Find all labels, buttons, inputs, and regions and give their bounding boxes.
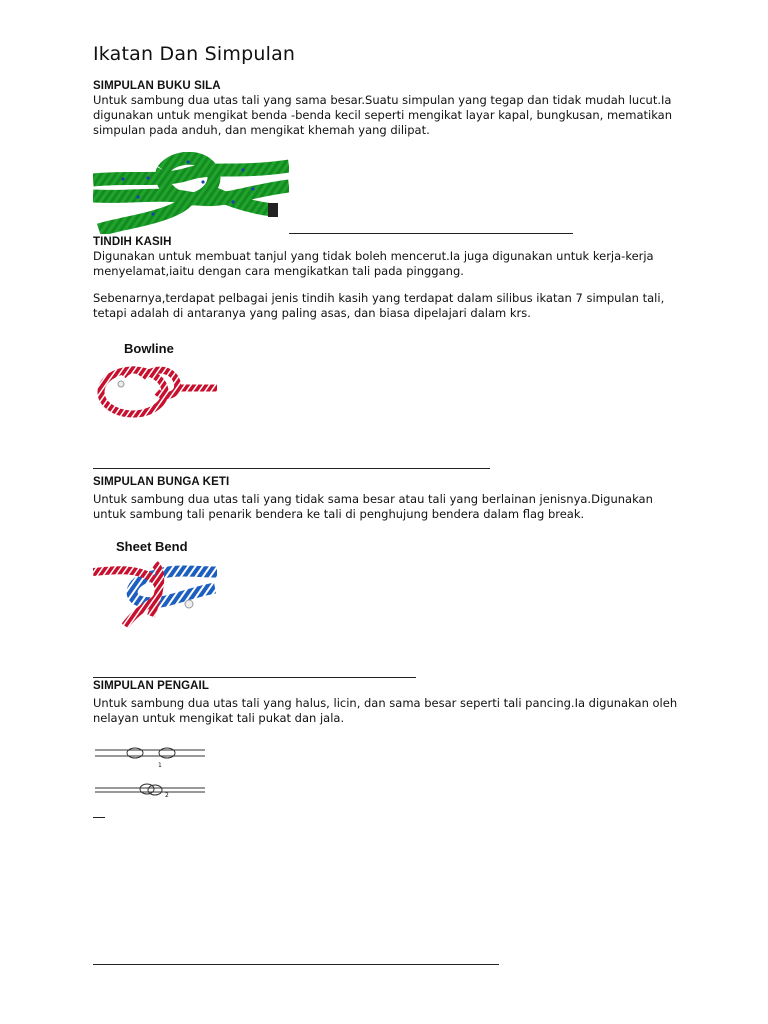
fishermans-knot-diagram <box>95 742 207 798</box>
section-text-bunga-keti: Untuk sambung dua utas tali yang tidak sama besar atau tali yang berlainan jenisnya.Digunakan untuk sambung tali penarik bendera ke tali di penghujung bendera dalam flag break. <box>93 492 653 521</box>
diagram-label: 1 <box>158 762 162 769</box>
section-text-tindih-kasih-2: Sebenarnya,terdapat pelbagai jenis tindih kasih yang terdapat dalam silibus ikatan 7 simpulan tali, tetapi adalah di antaranya yang paling asas, dan biasa dipelajari dalam krs. <box>93 291 665 320</box>
section-divider <box>93 964 499 965</box>
section-divider <box>93 677 416 678</box>
section-divider <box>93 817 105 818</box>
sheet-bend-caption: Sheet Bend <box>116 539 188 554</box>
section-heading-buku-sila: SIMPULAN BUKU SILA <box>93 80 221 92</box>
section-divider <box>289 233 573 234</box>
section-text-buku-sila: Untuk sambung dua utas tali yang sama besar.Suatu simpulan yang tegap dan tidak mudah lucut.Ia digunakan untuk mengikat benda -benda kecil seperti mengikat layar kapal, bungkusan, mematikan simpulan pada anduh, dan mengikat khemah yang dilipat. <box>93 93 672 137</box>
bowline-caption: Bowline <box>124 341 174 356</box>
section-divider <box>93 468 490 469</box>
section-text-pengail: Untuk sambung dua utas tali yang halus, licin, dan sama besar seperti tali pancing.Ia digunakan oleh nelayan untuk mengikat tali pukat dan jala. <box>93 696 678 725</box>
section-heading-bunga-keti: SIMPULAN BUNGA KETI <box>93 476 230 488</box>
section-heading-tindih-kasih: TINDIH KASIH <box>93 236 172 248</box>
square-knot-image <box>93 152 289 234</box>
section-text-tindih-kasih: Digunakan untuk membuat tanjul yang tidak boleh mencerut.Ia juga digunakan untuk kerja-kerja menyelamat,iaitu dengan cara mengikatkan tali pada pinggang. <box>93 249 654 278</box>
sheet-bend-image <box>93 538 219 628</box>
page-title: Ikatan Dan Simpulan <box>93 43 296 65</box>
bowline-image <box>93 338 223 422</box>
diagram-label: 2 <box>165 792 169 799</box>
section-heading-pengail: SIMPULAN PENGAIL <box>93 680 209 692</box>
